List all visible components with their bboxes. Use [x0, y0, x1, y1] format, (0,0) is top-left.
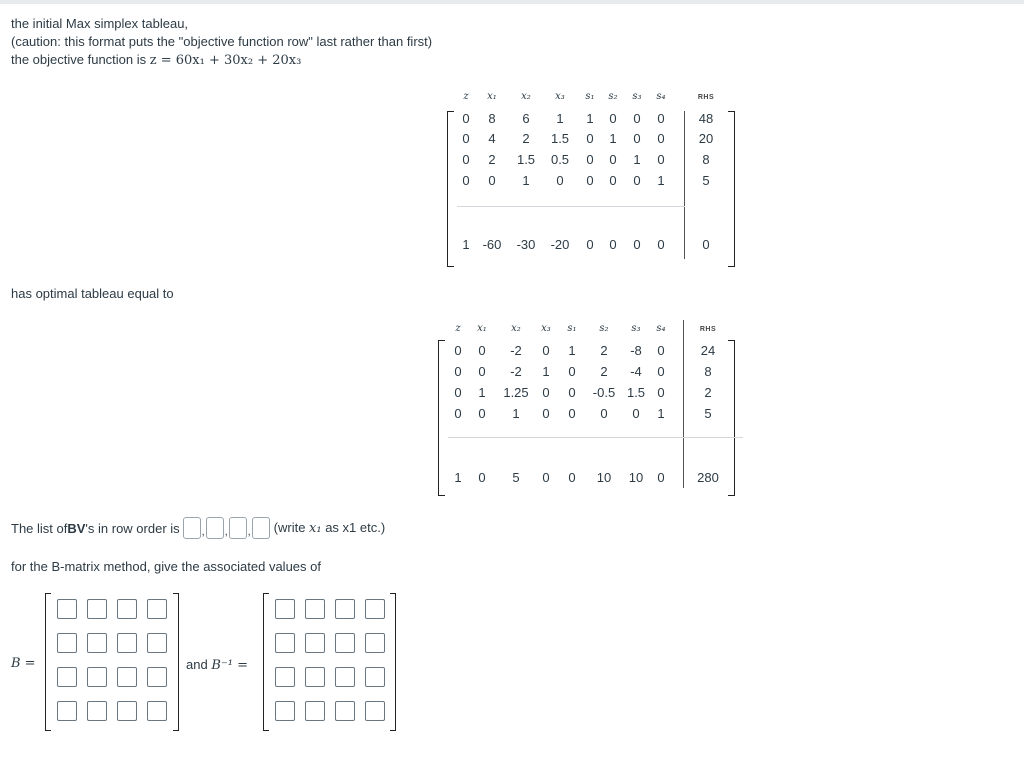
- tableau-cell: 0: [568, 406, 576, 421]
- binv-label: B⁻¹ =: [211, 658, 248, 673]
- objective-separator: [448, 437, 743, 438]
- tableau-cell: 0: [462, 152, 470, 167]
- b-inverse-matrix-input-r4c4[interactable]: [365, 701, 385, 721]
- header-cell: z: [463, 91, 469, 102]
- header-cell: s₄: [656, 323, 666, 334]
- b-matrix-input-r1c2[interactable]: [87, 599, 107, 619]
- objective-separator: [457, 206, 685, 207]
- tableau-cell: 8: [704, 364, 712, 379]
- b-matrix-input-r3c4[interactable]: [147, 667, 167, 687]
- b-inverse-matrix-input-r3c4[interactable]: [365, 667, 385, 687]
- header-cell: s₃: [632, 91, 642, 102]
- b-matrix-input-r2c3[interactable]: [117, 633, 137, 653]
- tableau-cell: 0: [542, 343, 550, 358]
- b-inverse-matrix-input-r1c4[interactable]: [365, 599, 385, 619]
- binv-label-row: [186, 657, 248, 673]
- b-matrix-input-r1c4[interactable]: [147, 599, 167, 619]
- tableau-cell: 1: [633, 152, 641, 167]
- header-cell: s₁: [567, 323, 577, 334]
- tableau-cell: 0: [568, 364, 576, 379]
- tableau-cell: 0: [609, 152, 617, 167]
- bv-input-1[interactable]: [183, 517, 201, 539]
- tableau-cell: 1: [657, 173, 665, 188]
- tableau-cell: 2: [488, 152, 496, 167]
- bv-middle: 's in row order is: [85, 520, 180, 536]
- b-inverse-matrix: [263, 593, 396, 731]
- tableau-cell: -2: [510, 343, 522, 358]
- tableau-cell: -2: [510, 364, 522, 379]
- b-inverse-matrix-input-r2c3[interactable]: [335, 633, 355, 653]
- tableau-cell: 0: [657, 343, 665, 358]
- rhs-separator: [684, 111, 685, 259]
- bv-suffix: (write x₁ as x1 etc.): [273, 520, 386, 536]
- tableau-cell: 0: [609, 111, 617, 126]
- objective-cell: 10: [628, 470, 644, 485]
- bv-input-4[interactable]: [252, 517, 270, 539]
- tableau-cell: 0: [478, 364, 486, 379]
- optimal-tableau: [438, 323, 735, 496]
- tableau-cell: 1: [586, 111, 594, 126]
- tableau-cell: 0: [454, 406, 462, 421]
- objective-cell: 0: [702, 237, 710, 252]
- tableau-cell: -4: [630, 364, 642, 379]
- b-inverse-matrix-input-r3c1[interactable]: [275, 667, 295, 687]
- tableau-cell: 0: [586, 173, 594, 188]
- b-matrix-input-r4c1[interactable]: [57, 701, 77, 721]
- objective-cell: 0: [542, 470, 550, 485]
- b-matrix-input-r2c4[interactable]: [147, 633, 167, 653]
- left-bracket: [438, 340, 445, 496]
- b-inverse-matrix-input-r1c2[interactable]: [305, 599, 325, 619]
- tableau-cell: 0: [600, 406, 608, 421]
- left-bracket: [447, 111, 454, 267]
- objective-cell: 0: [657, 237, 665, 252]
- objective-cell: 0: [586, 237, 594, 252]
- objective-cell: 0: [568, 470, 576, 485]
- tableau-cell: 0: [556, 173, 564, 188]
- header-cell: z: [455, 323, 461, 334]
- objective-cell: 1: [462, 237, 470, 252]
- right-bracket: [728, 340, 735, 496]
- b-inverse-matrix-input-r4c1[interactable]: [275, 701, 295, 721]
- tableau-cell: 1: [478, 385, 486, 400]
- tableau-cell: 0: [657, 364, 665, 379]
- b-matrix-input-r3c2[interactable]: [87, 667, 107, 687]
- tableau-cell: 0.5: [550, 152, 570, 167]
- b-matrix-input-r4c4[interactable]: [147, 701, 167, 721]
- tableau-cell: 0: [657, 152, 665, 167]
- rhs-header: RHS: [699, 326, 717, 333]
- tableau-cell: 0: [632, 406, 640, 421]
- tableau-cell: 0: [488, 173, 496, 188]
- tableau-cell: 0: [462, 111, 470, 126]
- bv-prefix: The list of: [11, 520, 68, 536]
- b-matrix-input-r4c3[interactable]: [117, 701, 137, 721]
- tableau-cell: 0: [462, 131, 470, 146]
- intro-text: [11, 15, 432, 70]
- header-cell: s₂: [599, 323, 609, 334]
- objective-cell: 0: [478, 470, 486, 485]
- tableau-cell: 0: [542, 406, 550, 421]
- b-matrix-input-r4c2[interactable]: [87, 701, 107, 721]
- tableau-cell: 5: [704, 406, 712, 421]
- intro-line-3: [11, 51, 432, 70]
- b-inverse-matrix-input-r4c2[interactable]: [305, 701, 325, 721]
- b-inverse-matrix-input-r3c2[interactable]: [305, 667, 325, 687]
- tableau-cell: 4: [488, 131, 496, 146]
- header-cell: s₂: [608, 91, 618, 102]
- b-inverse-matrix-input-r1c3[interactable]: [335, 599, 355, 619]
- b-matrix-input-r3c1[interactable]: [57, 667, 77, 687]
- tableau-cell: 0: [568, 385, 576, 400]
- header-cell: x₃: [555, 91, 565, 102]
- objective-cell: 0: [657, 470, 665, 485]
- tableau-cell: 1: [522, 173, 530, 188]
- header-cell: s₃: [631, 323, 641, 334]
- b-matrix-input-r1c1[interactable]: [57, 599, 77, 619]
- tableau-cell: 0: [478, 406, 486, 421]
- tableau-cell: 0: [657, 111, 665, 126]
- tableau-cell: 2: [704, 385, 712, 400]
- tableau-cell: 1: [568, 343, 576, 358]
- header-cell: x₃: [541, 323, 551, 334]
- bv-input-2[interactable]: [206, 517, 224, 539]
- b-inverse-matrix-input-r4c3[interactable]: [335, 701, 355, 721]
- objective-cell: 1: [454, 470, 462, 485]
- b-inverse-matrix-input-r3c3[interactable]: [335, 667, 355, 687]
- tableau-cell: 1: [512, 406, 520, 421]
- header-cell: s₁: [585, 91, 595, 102]
- tableau-cell: 5: [702, 173, 710, 188]
- tableau-cell: 1: [657, 406, 665, 421]
- tableau-cell: 0: [586, 152, 594, 167]
- tableau-cell: 0: [478, 343, 486, 358]
- b-inverse-matrix-input-r2c2[interactable]: [305, 633, 325, 653]
- tableau-cell: 8: [488, 111, 496, 126]
- objective-function: z = 60x₁ + 30x₂ + 20x₃: [149, 53, 302, 68]
- tableau-cell: 0: [454, 343, 462, 358]
- objective-cell: 5: [512, 470, 520, 485]
- tableau-cell: 0: [657, 385, 665, 400]
- tableau-cell: 2: [600, 364, 608, 379]
- initial-tableau: [447, 91, 735, 267]
- b-matrix-input-r1c3[interactable]: [117, 599, 137, 619]
- tableau-cell: 20: [698, 131, 714, 146]
- tableau-cell: 0: [454, 364, 462, 379]
- b-label: B =: [11, 656, 36, 671]
- mid-text: has optimal tableau equal to: [11, 286, 174, 301]
- tableau-cell: 0: [454, 385, 462, 400]
- tableau-cell: 0: [609, 173, 617, 188]
- tableau-cell: 2: [600, 343, 608, 358]
- tableau-cell: 24: [700, 343, 716, 358]
- tableau-cell: -0.5: [592, 385, 616, 400]
- tableau-cell: 8: [702, 152, 710, 167]
- b-inverse-matrix-input-r1c1[interactable]: [275, 599, 295, 619]
- tableau-cell: 0: [633, 173, 641, 188]
- bv-input-3[interactable]: [229, 517, 247, 539]
- bv-bold: BV: [67, 520, 86, 536]
- rhs-separator: [683, 320, 684, 488]
- objective-cell: 280: [697, 470, 719, 485]
- objective-cell: 0: [633, 237, 641, 252]
- b-matrix-input-r3c3[interactable]: [117, 667, 137, 687]
- header-cell: x₁: [477, 323, 487, 334]
- b-inverse-matrix-input-r2c4[interactable]: [365, 633, 385, 653]
- b-matrix-input-r2c1[interactable]: [57, 633, 77, 653]
- bv-list-row: The list of BV 's in row order is , , , (write x₁ as x1 etc.): [11, 515, 385, 541]
- intro-line-1: the initial Max simplex tableau,: [11, 16, 189, 31]
- tableau-cell: 1.5: [550, 131, 570, 146]
- objective-cell: -60: [482, 237, 502, 252]
- b-matrix-input-r2c2[interactable]: [87, 633, 107, 653]
- header-cell: s₄: [656, 91, 666, 102]
- rhs-header: RHS: [697, 94, 715, 101]
- tableau-cell: 1: [556, 111, 564, 126]
- objective-cell: 0: [609, 237, 617, 252]
- tableau-cell: 1: [542, 364, 550, 379]
- header-cell: x₂: [511, 323, 521, 334]
- tableau-cell: 1.5: [516, 152, 536, 167]
- tableau-cell: 0: [633, 111, 641, 126]
- tableau-cell: 1: [609, 131, 617, 146]
- objective-cell: -20: [550, 237, 570, 252]
- tableau-cell: -8: [630, 343, 642, 358]
- tableau-cell: 1.5: [626, 385, 646, 400]
- objective-cell: -30: [516, 237, 536, 252]
- b-inverse-matrix-input-r2c1[interactable]: [275, 633, 295, 653]
- tableau-cell: 48: [698, 111, 714, 126]
- tableau-cell: 2: [522, 131, 530, 146]
- tableau-cell: 1.25: [503, 385, 529, 400]
- tableau-cell: 0: [586, 131, 594, 146]
- bmethod-text: for the B-matrix method, give the associated values of: [11, 559, 321, 574]
- tableau-cell: 0: [657, 131, 665, 146]
- objective-prefix: the objective function is: [11, 52, 150, 67]
- tableau-cell: 0: [633, 131, 641, 146]
- objective-cell: 10: [596, 470, 612, 485]
- tableau-cell: 0: [542, 385, 550, 400]
- and-text: and: [186, 657, 212, 672]
- intro-line-2: (caution: this format puts the "objective function row" last rather than first): [11, 34, 433, 49]
- b-matrix: [45, 593, 179, 731]
- header-cell: x₁: [487, 91, 497, 102]
- header-cell: x₂: [521, 91, 531, 102]
- tableau-cell: 0: [462, 173, 470, 188]
- right-bracket: [728, 111, 735, 267]
- tableau-cell: 6: [522, 111, 530, 126]
